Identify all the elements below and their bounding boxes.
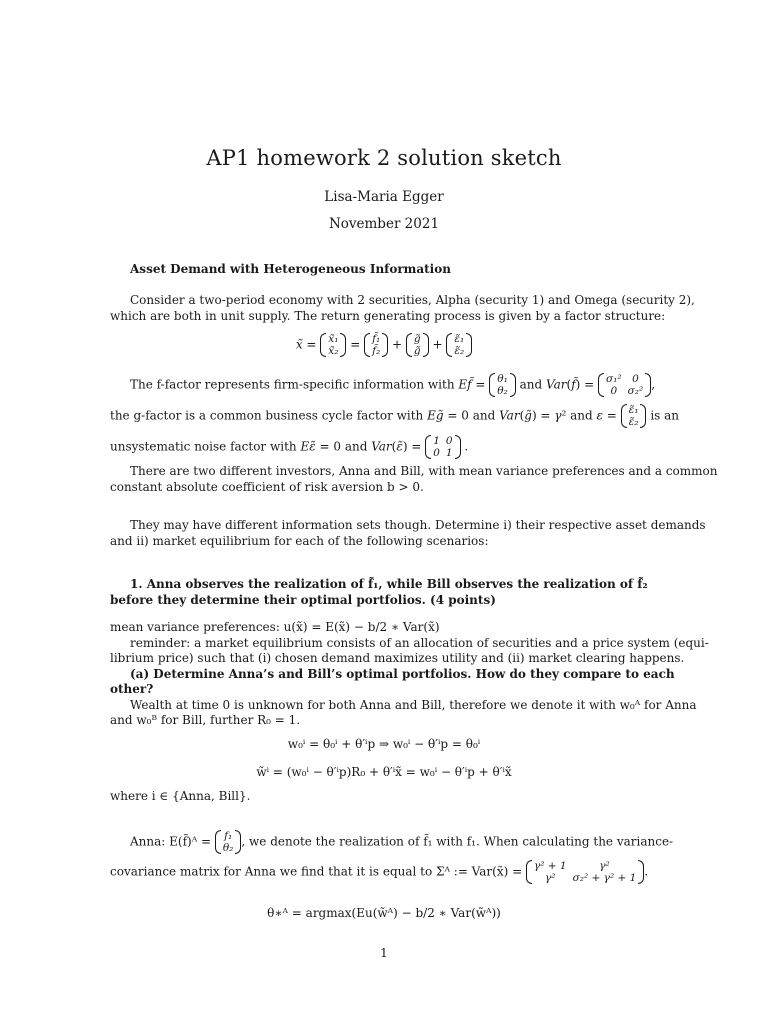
factor-structure-equation: x̃ = x̃₁ x̃₂ = f̃₁ f̃₂ + g̃ g̃ + ε̃₁ ε̃₂ <box>110 333 658 357</box>
g-factor-prefix: the g-factor is a common business cycle factor with <box>110 408 424 423</box>
mean-variance-preferences: mean variance preferences: u(x̃) = E(x̃) − b/2 ∗ Var(x̃) <box>110 620 440 634</box>
reminder-line-1: reminder: a market equilibrium consists of an allocation of securities and a price system (equi- <box>130 635 709 650</box>
f-factor-line: The f-factor represents firm-specific information with Ef̃ = θ₁ θ₂ and Var(f̃) = σ₁² 0 0 σ₂² , <box>130 373 656 397</box>
noise-prefix: unsystematic noise factor with <box>110 439 297 454</box>
anna-prefix: Anna: E(f̃)ᴬ = <box>130 834 212 849</box>
f-factor-prefix: The f-factor represents firm-specific information with <box>130 377 455 392</box>
intro-line-1: Consider a two-period economy with 2 securities, Alpha (security 1) and Omega (security 2), <box>130 293 695 307</box>
noise-factor-line: unsystematic noise factor with Eε̃ = 0 and Var(ε̃) = 1 0 0 1 . <box>110 435 469 459</box>
g-factor-mid: is an <box>650 408 680 423</box>
investors-paragraph <box>110 464 718 495</box>
reminder-line-2: librium price) such that (i) chosen demand maximizes utility and (ii) market clearing happens. <box>110 651 685 665</box>
intro-line-2: which are both in unit supply. The return generating process is given by a factor structure: <box>110 308 666 323</box>
where-line: where i ∈ {Anna, Bill}. <box>110 789 251 803</box>
question-1 <box>110 577 658 608</box>
document-author: Lisa-Maria Egger <box>324 189 444 205</box>
wealth-line-1: Wealth at time 0 is unknown for both Anna and Bill, therefore we denote it with w₀ᴬ for Anna <box>130 697 697 712</box>
question-1-line-2: before they determine their optimal portfolios. (4 points) <box>110 592 496 607</box>
argmax-equation: θ∗ᴬ = argmax(Eu(w̃ᴬ) − b/2 ∗ Var(w̃ᴬ)) <box>267 906 501 920</box>
wealth-line-2: and w₀ᴮ for Bill, further R₀ = 1. <box>110 713 301 727</box>
covariance-prefix: covariance matrix for Anna we find that it is equal to Σᴬ := Var(x̃) = <box>110 864 523 879</box>
document-date: November 2021 <box>328 216 440 232</box>
info-paragraph <box>110 518 706 549</box>
covariance-line: covariance matrix for Anna we find that it is equal to Σᴬ := Var(x̃) = γ² + 1 γ² γ² σ₂² + γ² + 1 . <box>110 860 649 884</box>
document-title: AP1 homework 2 solution sketch <box>206 146 562 170</box>
question-a-line-2: other? <box>110 682 154 696</box>
info-line-1: They may have different information sets though. Determine i) their respective asset demands <box>130 518 706 532</box>
page-number: 1 <box>380 946 388 960</box>
investors-line-1: There are two different investors, Anna and Bill, with mean variance preferences and a common <box>130 464 718 478</box>
anna-expectation-line: Anna: E(f̃)ᴬ = f₁ θ₂ , we denote the realization of f̃₁ with f₁. When calculating the variance- <box>130 830 674 854</box>
question-1-line-1: 1. Anna observes the realization of f̃₁, while Bill observes the realization of f̃₂ <box>130 577 648 591</box>
anna-suffix: , we denote the realization of f̃₁ with f₁. When calculating the variance- <box>241 834 674 849</box>
terminal-wealth-equation: w̃ⁱ = (w₀ⁱ − θ′ⁱp)R₀ + θ′ⁱx̃ = w₀ⁱ − θ′ⁱp + θ′ⁱx̃ <box>256 765 512 779</box>
question-a-line-1: (a) Determine Anna’s and Bill’s optimal portfolios. How do they compare to each <box>130 666 675 681</box>
g-factor-line: the g-factor is a common business cycle factor with Eg̃ = 0 and Var(g̃) = γ² and ε = ε̃₁ ε̃₂ is an <box>110 404 680 428</box>
wealth-equation: w₀ⁱ = θ₀ⁱ + θ′ⁱp ⇒ w₀ⁱ − θ′ⁱp = θ₀ⁱ <box>287 737 481 751</box>
preferences-block <box>110 620 709 729</box>
section-title: Asset Demand with Heterogeneous Information <box>130 262 451 276</box>
intro-paragraph <box>110 293 695 324</box>
info-line-2: and ii) market equilibrium for each of the following scenarios: <box>110 533 489 548</box>
investors-line-2: constant absolute coefficient of risk aversion b > 0. <box>110 479 424 494</box>
